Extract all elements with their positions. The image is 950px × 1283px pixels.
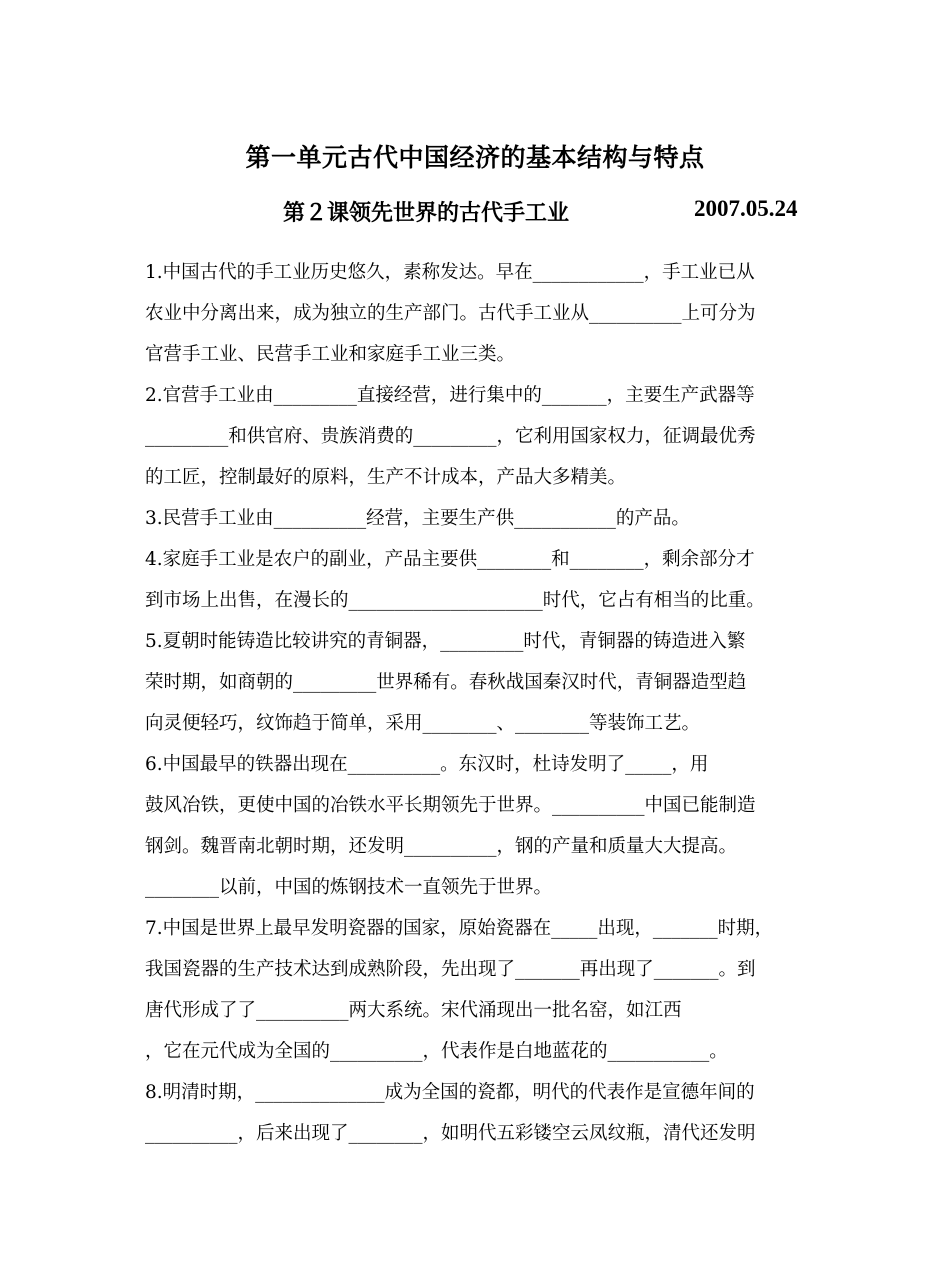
text-line: ________以前，中国的炼钢技术一直领先于世界。: [145, 877, 553, 898]
text-line: 农业中分离出来，成为独立的生产部门。古代手工业从__________上可分为: [145, 303, 756, 324]
unit-title: 第一单元古代中国经济的基本结构与特点: [245, 143, 705, 172]
text-line: 8.明清时期，______________成为全国的瓷都，明代的代表作是宣德年间的: [145, 1082, 755, 1103]
text-line: 钢剑。魏晋南北朝时期，还发明__________，钢的产量和质量大大提高。: [145, 836, 738, 857]
worksheet-body: [145, 252, 825, 1154]
document-date: 2007.05.24: [694, 196, 798, 221]
text-line: 3.民营手工业由__________经营，主要生产供___________的产品。: [145, 508, 690, 529]
text-line: __________，后来出现了________，如明代五彩镂空云凤纹瓶，清代还发明: [145, 1123, 756, 1144]
text-line: 到市场上出售，在漫长的_____________________时代，它占有相当的比重。: [145, 590, 765, 611]
text-line: 4.家庭手工业是农户的副业，产品主要供________和________，剩余部分才: [145, 549, 755, 570]
text-line: 1.中国古代的手工业历史悠久，素称发达。早在____________，手工业已从: [145, 262, 755, 283]
text-line: 2.官营手工业由_________直接经营，进行集中的_______，主要生产武器等: [145, 385, 755, 406]
text-line: 6.中国最早的铁器出现在__________。东汉时，杜诗发明了_____，用: [145, 754, 709, 775]
text-line: 鼓风冶铁，更使中国的冶铁水平长期领先于世界。__________中国已能制造: [145, 795, 756, 816]
text-line: 官营手工业、民营手工业和家庭手工业三类。: [145, 344, 516, 365]
text-line: 我国瓷器的生产技术达到成熟阶段，先出现了_______再出现了_______。到: [145, 959, 756, 980]
text-line: 的工匠，控制最好的原料，生产不计成本，产品大多精美。: [145, 467, 627, 488]
text-line: 向灵便轻巧，纹饰趋于简单，采用________、________等装饰工艺。: [145, 713, 701, 734]
text-line: 唐代形成了了__________两大系统。宋代涌现出一批名窑，如江西: [145, 1000, 682, 1021]
text-line: 荣时期，如商朝的_________世界稀有。春秋战国秦汉时代，青铜器造型趋: [145, 672, 747, 693]
lesson-header: [0, 196, 950, 228]
text-line: _________和供官府、贵族消费的_________，它利用国家权力，征调最优秀: [145, 426, 756, 447]
lesson-title: 第２课领先世界的古代手工业: [283, 200, 570, 226]
text-line: 7.中国是世界上最早发明瓷器的国家，原始瓷器在_____出现，_______时期，: [145, 918, 774, 939]
text-line: 5.夏朝时能铸造比较讲究的青铜器，_________时代，青铜器的铸造进入繁: [145, 631, 746, 652]
text-line: ，它在元代成为全国的__________，代表作是白地蓝花的___________。: [145, 1041, 728, 1062]
